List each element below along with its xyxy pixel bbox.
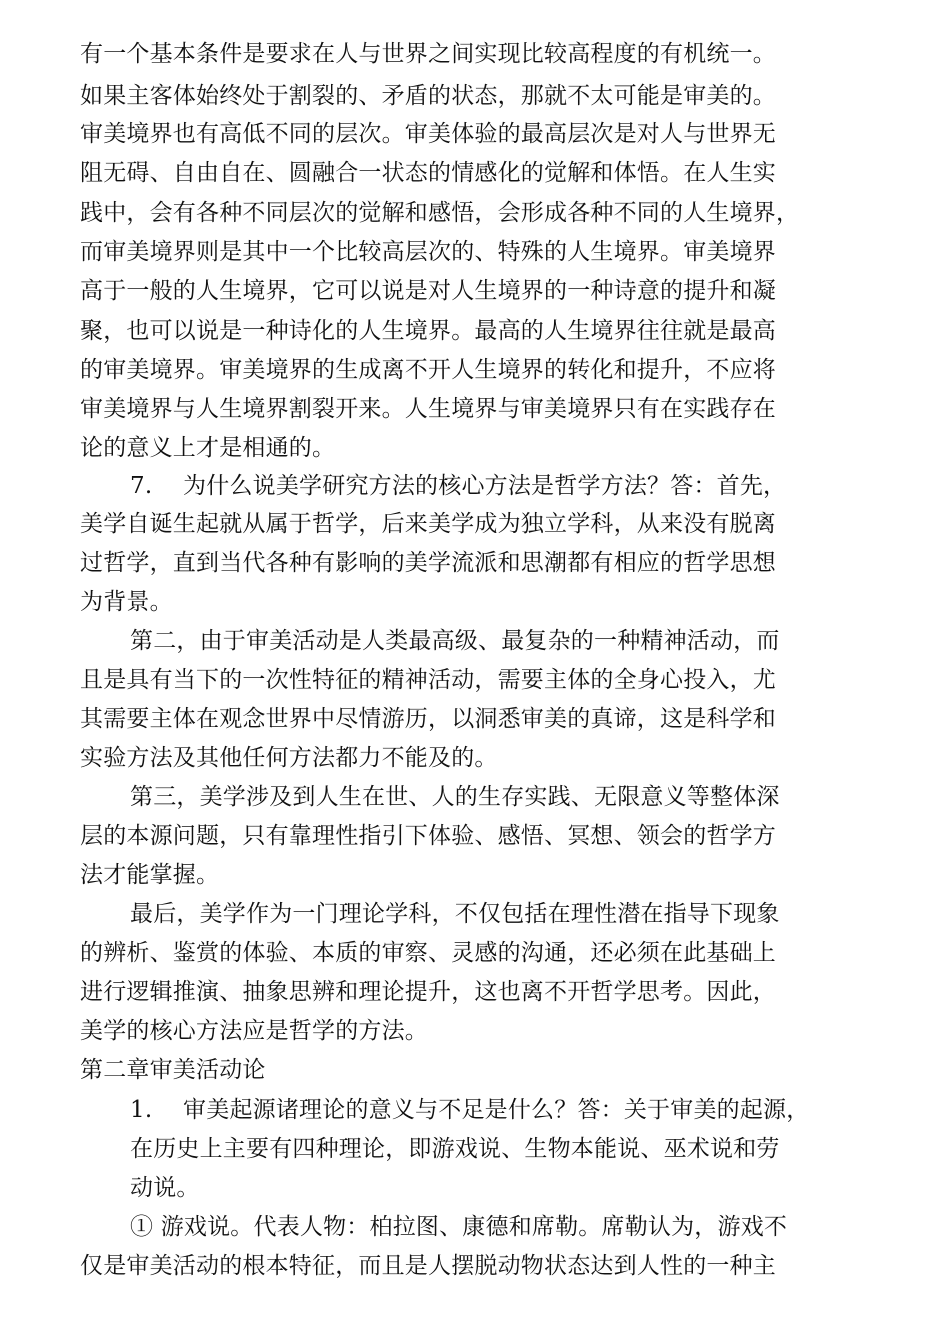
text-line: 阻无碍、自由自在、圆融合一状态的情感化的觉解和体悟。在人生实 — [80, 160, 776, 186]
text-line: 有一个基本条件是要求在人与世界之间实现比较高程度的有机统一。 — [80, 41, 776, 67]
text-line: 其需要主体在观念世界中尽情游历，以洞悉审美的真谛，这是科学和 — [80, 706, 776, 732]
text-line: 的审美境界。审美境界的生成离不开人生境界的转化和提升，不应将 — [80, 357, 776, 383]
question-1-heading: 1. 审美起源诸理论的意义与不足是什么？答：关于审美的起源， — [130, 1097, 810, 1123]
text-line: 第二，由于审美活动是人类最高级、最复杂的一种精神活动，而 — [130, 628, 780, 654]
text-line: 的辨析、鉴赏的体验、本质的审察、灵感的沟通，还必须在此基础上 — [80, 940, 776, 966]
text-line: 法才能掌握。 — [80, 862, 220, 888]
question-7-heading: 7. 为什么说美学研究方法的核心方法是哲学方法？答：首先， — [130, 473, 787, 499]
text-line: 层的本源问题，只有靠理性指引下体验、感悟、冥想、领会的哲学方 — [80, 823, 776, 849]
text-line: 聚，也可以说是一种诗化的人生境界。最高的人生境界往往就是最高 — [80, 318, 776, 344]
text-line: 审美境界与人生境界割裂开来。人生境界与审美境界只有在实践存在 — [80, 396, 776, 422]
text-line: 践中，会有各种不同层次的觉解和感悟，会形成各种不同的人生境界， — [80, 200, 800, 226]
text-line: 而审美境界则是其中一个比较高层次的、特殊的人生境界。审美境界 — [80, 239, 776, 265]
text-line: 如果主客体始终处于割裂的、矛盾的状态，那就不太可能是审美的。 — [80, 83, 776, 109]
text-line: ① 游戏说。代表人物：柏拉图、康德和席勒。席勒认为，游戏不 — [130, 1214, 788, 1240]
text-line: 在历史上主要有四种理论，即游戏说、生物本能说、巫术说和劳 — [130, 1136, 780, 1162]
text-line: 实验方法及其他任何方法都力不能及的。 — [80, 745, 498, 771]
text-line: 第三，美学涉及到人生在世、人的生存实践、无限意义等整体深 — [130, 784, 780, 810]
text-line: 论的意义上才是相通的。 — [80, 435, 336, 461]
chapter-heading: 第二章审美活动论 — [80, 1057, 266, 1083]
text-line: 仅是审美活动的根本特征，而且是人摆脱动物状态达到人性的一种主 — [80, 1253, 776, 1279]
text-line: 过哲学，直到当代各种有影响的美学流派和思潮都有相应的哲学思想 — [80, 550, 776, 576]
text-line: 且是具有当下的一次性特征的精神活动，需要主体的全身心投入，尤 — [80, 667, 776, 693]
text-line: 为背景。 — [80, 589, 173, 615]
text-line: 美学自诞生起就从属于哲学，后来美学成为独立学科，从来没有脱离 — [80, 511, 776, 537]
text-line: 动说。 — [130, 1175, 200, 1201]
text-line: 最后，美学作为一门理论学科，不仅包括在理性潜在指导下现象 — [130, 901, 780, 927]
text-line: 审美境界也有高低不同的层次。审美体验的最高层次是对人与世界无 — [80, 121, 776, 147]
text-line: 高于一般的人生境界，它可以说是对人生境界的一种诗意的提升和凝 — [80, 278, 776, 304]
text-line: 进行逻辑推演、抽象思辨和理论提升，这也离不开哲学思考。因此， — [80, 979, 776, 1005]
text-line: 美学的核心方法应是哲学的方法。 — [80, 1018, 428, 1044]
